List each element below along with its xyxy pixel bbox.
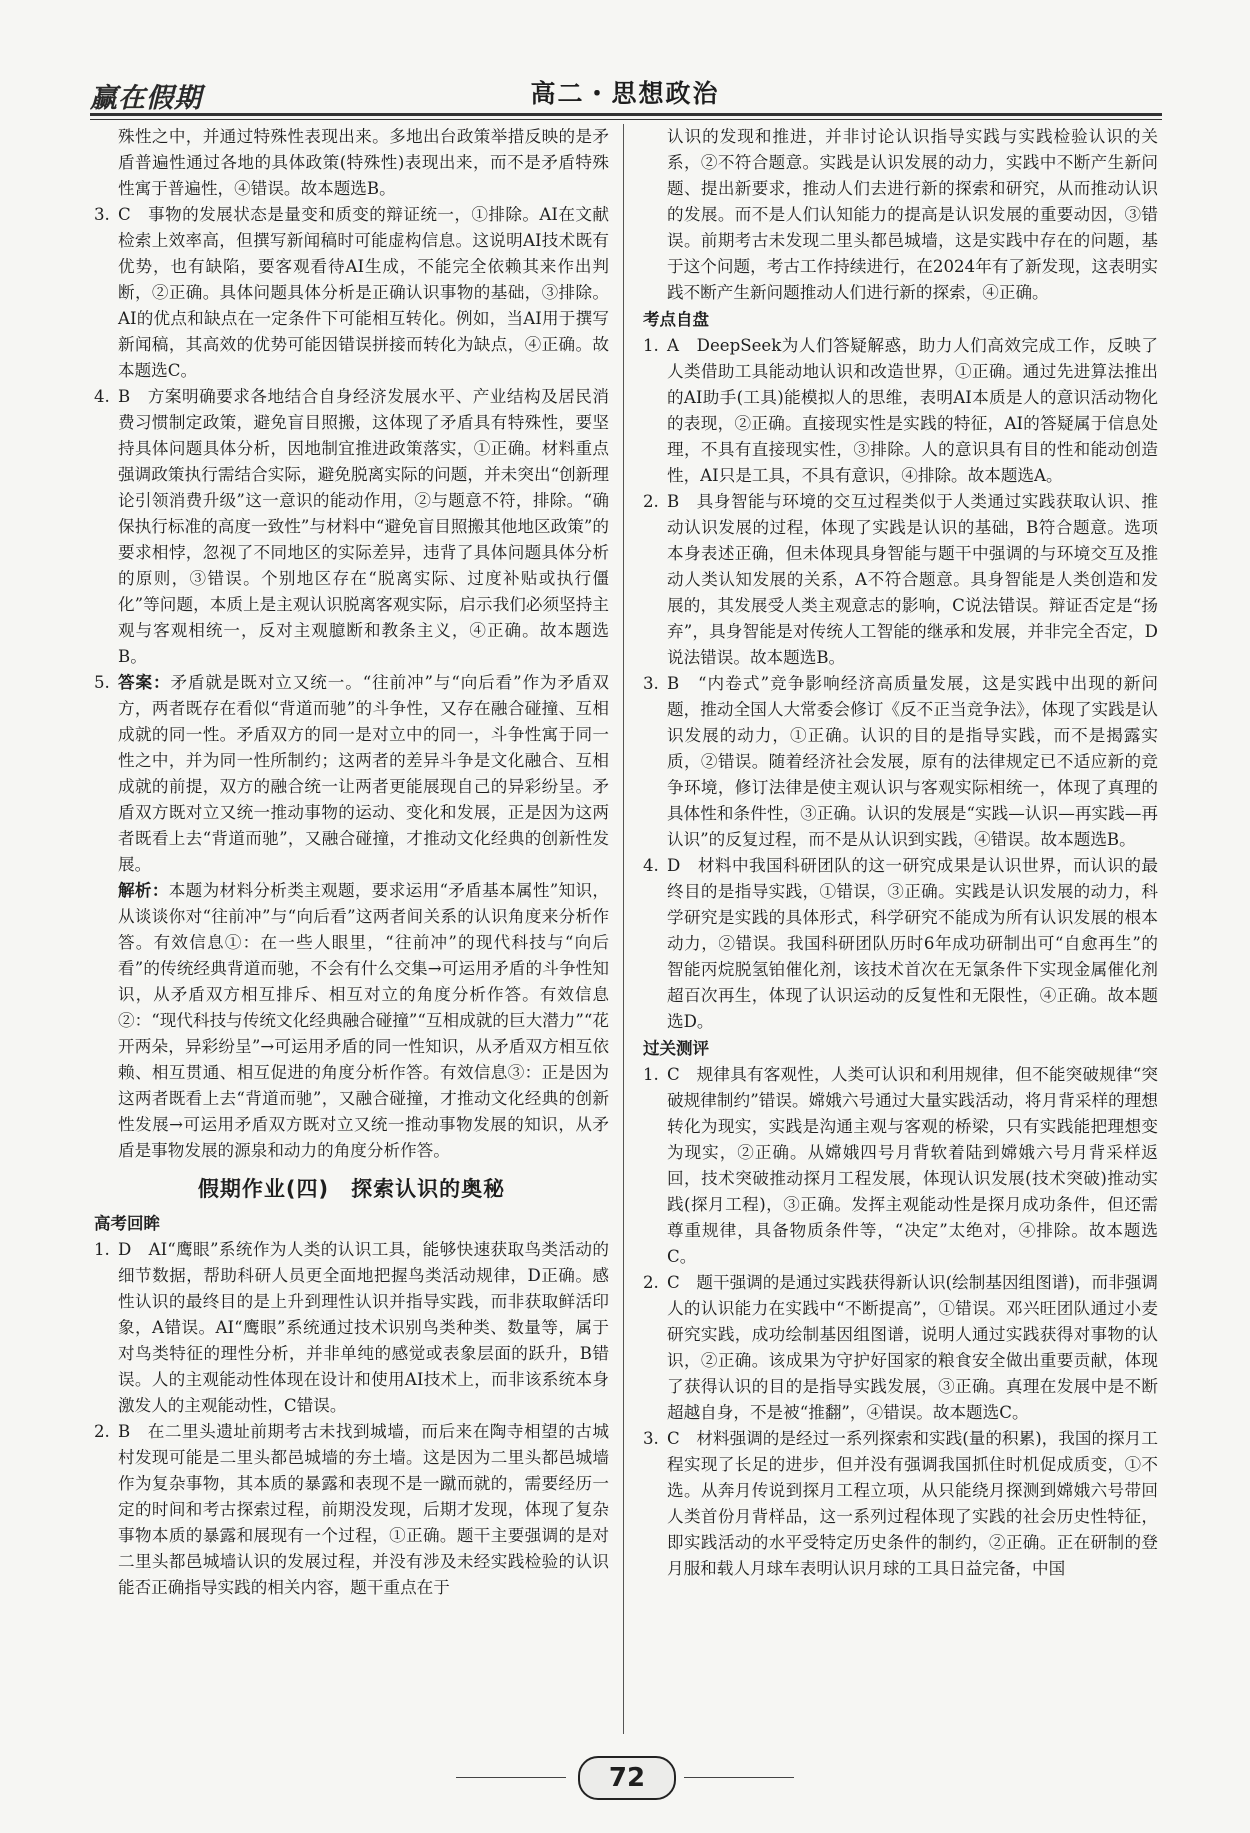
page-title: 高二・思想政治	[530, 79, 720, 108]
answer-item-d1: 1. C 规律具有客观性，人类可认识和利用规律，但不能突破规律“突破规律制约”错误。嫦娥六号通过大量实践活动，将月背采样的理想转化为现实，实践是沟通主观与客观的桥梁，只有实践能把理想变为现实，②正确。从嫦娥四号月背软着陆到嫦娥六号月背采样返回，技术突破推动探月工程发展，体现认识发展(技术突破)推动实践(探月工程)，③正确。发挥主观能动性是探月成功条件，但还需尊重规律，具备物质条件等，“决定”太绝对，④排除。故本题选C。	[643, 1065, 1158, 1266]
answer-item-c2: 2. B 具身智能与环境的交互过程类似于人类通过实践获取认识、推动认识发展的过程，体现了实践是认识的基础，B符合题意。选项本身表述正确，但未体现具身智能与题干中强调的与环境交互及推动人类认知发展的关系，A不符合题意。具身智能是人类创造和发展的，其发展受人类主观意志的影响，C说法错误。辩证否定是“扬弃”，具身智能是对传统人工智能的继承和发展，并非完全否定，D说法错误。故本题选B。	[643, 492, 1158, 667]
answer-label: 答案：	[118, 673, 171, 692]
brand-logo: 赢在假期	[90, 83, 202, 114]
page-number: 72	[578, 1756, 676, 1800]
answer-item-4: 4. B 方案明确要求各地结合自身经济发展水平、产业结构及居民消费习惯制定政策，避免盲目照搬，这体现了矛盾具有特殊性，要坚持具体问题具体分析，因地制宜推进政策落实，①正确。材料重点强调政策执行需结合实际，避免脱离实际的问题，并未突出“创新理论引领消费升级”这一意识的能动作用，②与题意不符，排除。“确保执行标准的高度一致性”与材料中“避免盲目照搬其他地区政策”的要求相悖，忽视了不同地区的实际差异，违背了具体问题具体分析的原则，③错误。个别地区存在“脱离实际、过度补贴或执行僵化”等问题，本质上是主观认识脱离客观实际，启示我们必须坚持主观与客观相统一，反对主观臆断和教条主义，④正确。故本题选B。	[94, 387, 609, 666]
answer-item-d2: 2. C 题干强调的是通过实践获得新认识(绘制基因组图谱)，而非强调人的认识能力在实践中“不断提高”，①错误。邓兴旺团队通过小麦研究实践，成功绘制基因组图谱，说明人通过实践获得对事物的认识，②正确。该成果为守护好国家的粮食安全做出重要贡献，体现了获得认识的目的是指导实践发展，③正确。真理在发展中是不断超越自身，不是被“推翻”，④错误。故本题选C。	[643, 1273, 1158, 1422]
section-heading-kaodian: 考点自盘	[643, 310, 709, 329]
right-column	[643, 124, 1158, 1582]
header-rule-thick	[90, 113, 1162, 116]
answer-text: B “内卷式”竞争影响经济高质量发展，这是实践中出现的新问题，推动全国人大常委会修订《反不正当竞争法》，体现了实践是认识发展的动力，①正确。认识的目的是指导实践，而不是揭露实质，②错误。随着经济社会发展，原有的法律规定已不适应新的竞争环境，修订法律是使主观认识与客观实际相统一，体现了真理的具体性和条件性，③正确。认识的发展是“实践—认识—再实践—再认识”的反复过程，而不是从认识到实践，④错误。故本题选B。	[667, 674, 1158, 849]
answer-text: C 事物的发展状态是量变和质变的辩证统一，①排除。AI在文献检索上效率高，但撰写新闻稿时可能虚构信息。这说明AI技术既有优势，也有缺陷，要客观看待AI生成，不能完全依赖其来作出判断，②正确。具体问题具体分析是正确认识事物的基础，③排除。AI的优点和缺点在一定条件下可能相互转化。例如，当AI用于撰写新闻稿，其高效的优势可能因错误拼接而转化为缺点，④正确。故本题选C。	[118, 205, 609, 380]
explanation-label: 解析：	[118, 881, 169, 900]
answer-text: C 题干强调的是通过实践获得新认识(绘制基因组图谱)，而非强调人的认识能力在实践中“不断提高”，①错误。邓兴旺团队通过小麦研究实践，成功绘制基因组图谱，说明人通过实践获得对事物的认识，②正确。该成果为守护好国家的粮食安全做出重要贡献，体现了获得认识的目的是指导实践发展，③正确。真理在发展中是不断超越自身，不是被“推翻”，④错误。故本题选C。	[667, 1273, 1158, 1422]
footer-line-left	[456, 1777, 566, 1778]
answer-item-c4: 4. D 材料中我国科研团队的这一研究成果是认识世界，而认识的最终目的是指导实践，①错误，③正确。实践是认识发展的动力，科学研究是实践的具体形式，科学研究不能成为所有认识发展的根本动力，②错误。我国科研团队历时6年成功研制出可“自愈再生”的智能丙烷脱氢铂催化剂，该技术首次在无氯条件下实现金属催化剂超百次再生，体现了认识运动的反复性和无限性，④正确。故本题选D。	[643, 856, 1158, 1031]
footer-line-right	[684, 1777, 794, 1778]
answer-text: C 材料强调的是经过一系列探索和实践(量的积累)，我国的探月工程实现了长足的进步，但并没有强调我国抓住时机促成质变，①不选。从奔月传说到探月工程立项，从只能绕月探测到嫦娥六号带回人类首份月背样品，这一系列过程体现了实践的社会历史性特征，即实践活动的水平受特定历史条件的制约，②正确。正在研制的登月服和载人月球车表明认识月球的工具日益完备，中国	[667, 1429, 1158, 1578]
section-heading-guoguan: 过关测评	[643, 1039, 709, 1058]
answer-text: B 在二里头遗址前期考古未找到城墙，而后来在陶寺相望的古城村发现可能是二里头都邑城墙的夯土墙。这是因为二里头都邑城墙作为复杂事物，其本质的暴露和表现不是一蹴而就的，需要经历一定的时间和考古探索过程，前期没发现，后期才发现，体现了复杂事物本质的暴露和展现有一个过程，①正确。题干主要强调的是对二里头都邑城墙认识的发展过程，并没有涉及未经实践检验的认识能否正确指导实践的相关内容，题干重点在于	[118, 1422, 609, 1597]
answer-text: A DeepSeek为人们答疑解惑，助力人们高效完成工作，反映了人类借助工具能动地认识和改造世界，①正确。通过先进算法推出的AI助手(工具)能模拟人的思维，表明AI本质是人的意识活动物化的表现，②正确。直接现实性是实践的特征，AI的答疑属于信息处理，不具有直接现实性，③排除。人的意识具有目的性和能动创造性，AI只是工具，不具有意识，④排除。故本题选A。	[667, 336, 1158, 485]
answer-text: B 方案明确要求各地结合自身经济发展水平、产业结构及居民消费习惯制定政策，避免盲目照搬，这体现了矛盾具有特殊性，要坚持具体问题具体分析，因地制宜推进政策落实，①正确。材料重点强调政策执行需结合实际，避免脱离实际的问题，并未突出“创新理论引领消费升级”这一意识的能动作用，②与题意不符，排除。“确保执行标准的高度一致性”与材料中“避免盲目照搬其他地区政策”的要求相悖，忽视了不同地区的实际差异，违背了具体问题具体分析的原则，③错误。个别地区存在“脱离实际、过度补贴或执行僵化”等问题，本质上是主观认识脱离客观实际，启示我们必须坚持主观与客观相统一，反对主观臆断和教条主义，④正确。故本题选B。	[118, 387, 609, 666]
answer-item-b2: 2. B 在二里头遗址前期考古未找到城墙，而后来在陶寺相望的古城村发现可能是二里头都邑城墙的夯土墙。这是因为二里头都邑城墙作为复杂事物，其本质的暴露和表现不是一蹴而就的，需要经历一定的时间和考古探索过程，前期没发现，后期才发现，体现了复杂事物本质的暴露和展现有一个过程，①正确。题干主要强调的是对二里头都邑城墙认识的发展过程，并没有涉及未经实践检验的认识能否正确指导实践的相关内容，题干重点在于	[94, 1422, 609, 1597]
chapter-heading: 假期作业(四) 探索认识的奥秘	[197, 1177, 506, 1201]
page-footer	[0, 1752, 1250, 1802]
column-divider	[623, 124, 624, 1734]
left-column	[94, 124, 609, 1601]
answer-continued: 殊性之中，并通过特殊性表现出来。多地出台政策举措反映的是矛盾普遍性通过各地的具体政策(特殊性)表现出来，而不是矛盾特殊性寓于普遍性，④错误。故本题选B。	[118, 127, 609, 198]
answer-continued: 认识的发现和推进，并非讨论认识指导实践与实践检验认识的关系，②不符合题意。实践是认识发展的动力，实践中不断产生新问题、提出新要求，推动人们去进行新的探索和研究，从而推动认识的发展。而不是人们认知能力的提高是认识发展的重要动因，③错误。前期考古未发现二里头都邑城墙，这是实践中存在的问题，基于这个问题，考古工作持续进行，在2024年有了新发现，这表明实践不断产生新问题推动人们进行新的探索，④正确。	[667, 127, 1158, 302]
answer-item-c3: 3. B “内卷式”竞争影响经济高质量发展，这是实践中出现的新问题，推动全国人大常委会修订《反不正当竞争法》，体现了实践是认识发展的动力，①正确。认识的目的是指导实践，而不是揭露实质，②错误。随着经济社会发展，原有的法律规定已不适应新的竞争环境，修订法律是使主观认识与客观实际相统一，体现了真理的具体性和条件性，③正确。认识的发展是“实践—认识—再实践—再认识”的反复过程，而不是从认识到实践，④错误。故本题选B。	[643, 674, 1158, 849]
section-heading-gaokao: 高考回眸	[94, 1214, 160, 1233]
explanation-text: 本题为材料分析类主观题，要求运用“矛盾基本属性”知识，从谈谈你对“往前冲”与“向后看”这两者间关系的认识角度来分析作答。有效信息①：在一些人眼里，“往前冲”的现代科技与“向后看”的传统经典背道而驰，不会有什么交集→可运用矛盾的斗争性知识，从矛盾双方相互排斥、相互对立的角度分析作答。有效信息②：“现代科技与传统文化经典融合碰撞”“互相成就的巨大潜力”“花开两朵，异彩纷呈”→可运用矛盾的同一性知识，从矛盾双方相互依赖、相互贯通、相互促进的角度分析作答。有效信息③：正是因为这两者既看上去“背道而驰”，又融合碰撞，才推动文化经典的创新性发展→可运用矛盾双方既对立又统一推动事物发展的知识，从矛盾是事物发展的源泉和动力的角度分析作答。	[118, 881, 610, 1160]
explanation	[94, 878, 609, 1164]
answer-text: C 规律具有客观性，人类可认识和利用规律，但不能突破规律“突破规律制约”错误。嫦娥六号通过大量实践活动，将月背采样的理想转化为现实，实践是沟通主观与客观的桥梁，只有实践能把理想变为现实，②正确。从嫦娥四号月背软着陆到嫦娥六号月背采样返回，技术突破推动探月工程发展，体现认识发展(技术突破)推动实践(探月工程)，③正确。发挥主观能动性是探月成功条件，但还需尊重规律，具备物质条件等，“决定”太绝对，④排除。故本题选C。	[667, 1065, 1158, 1266]
answer-text: D AI“鹰眼”系统作为人类的认识工具，能够快速获取鸟类活动的细节数据，帮助科研人员更全面地把握鸟类活动规律，D正确。感性认识的最终目的是上升到理性认识并指导实践，而非获取鲜活印象，A错误。AI“鹰眼”系统通过技术识别鸟类种类、数量等，属于对鸟类特征的理性分析，并非单纯的感觉或表象层面的跃升，B错误。人的主观能动性体现在设计和使用AI技术上，而非该系统本身激发人的主观能动性，C错误。	[118, 1240, 609, 1415]
answer-item-5: 5. 答案：矛盾就是既对立又统一。“往前冲”与“向后看”作为矛盾双方，两者既存在看似“背道而驰”的斗争性，又存在融合碰撞、互相成就的同一性。矛盾双方的同一是对立中的同一，斗争性寓于同一性之中，并为同一性所制约；这两者的差异斗争是文化融合、互相成就的前提，双方的融合统一让两者更能展现自己的异彩纷呈。矛盾双方既对立又统一推动事物的运动、变化和发展，正是因为这两者既看上去“背道而驰”，又融合碰撞，才推动文化经典的创新性发展。	[94, 673, 609, 874]
answer-text: 矛盾就是既对立又统一。“往前冲”与“向后看”作为矛盾双方，两者既存在看似“背道而驰”的斗争性，又存在融合碰撞、互相成就的同一性。矛盾双方的同一是对立中的同一，斗争性寓于同一性之中，并为同一性所制约；这两者的差异斗争是文化融合、互相成就的前提，双方的融合统一让两者更能展现自己的异彩纷呈。矛盾双方既对立又统一推动事物的运动、变化和发展，正是因为这两者既看上去“背道而驰”，又融合碰撞，才推动文化经典的创新性发展。	[118, 673, 609, 874]
answer-item-3: 3. C 事物的发展状态是量变和质变的辩证统一，①排除。AI在文献检索上效率高，但撰写新闻稿时可能虚构信息。这说明AI技术既有优势，也有缺陷，要客观看待AI生成，不能完全依赖其来作出判断，②正确。具体问题具体分析是正确认识事物的基础，③排除。AI的优点和缺点在一定条件下可能相互转化。例如，当AI用于撰写新闻稿，其高效的优势可能因错误拼接而转化为缺点，④正确。故本题选C。	[94, 205, 609, 380]
answer-text: D 材料中我国科研团队的这一研究成果是认识世界，而认识的最终目的是指导实践，①错误，③正确。实践是认识发展的动力，科学研究是实践的具体形式，科学研究不能成为所有认识发展的根本动力，②错误。我国科研团队历时6年成功研制出可“自愈再生”的智能丙烷脱氢铂催化剂，该技术首次在无氯条件下实现金属催化剂超百次再生，体现了认识运动的反复性和无限性，④正确。故本题选D。	[667, 856, 1158, 1031]
answer-item-b1: 1. D AI“鹰眼”系统作为人类的认识工具，能够快速获取鸟类活动的细节数据，帮助科研人员更全面地把握鸟类活动规律，D正确。感性认识的最终目的是上升到理性认识并指导实践，而非获取鲜活印象，A错误。AI“鹰眼”系统通过技术识别鸟类种类、数量等，属于对鸟类特征的理性分析，并非单纯的感觉或表象层面的跃升，B错误。人的主观能动性体现在设计和使用AI技术上，而非该系统本身激发人的主观能动性，C错误。	[94, 1240, 609, 1415]
answer-item-d3: 3. C 材料强调的是经过一系列探索和实践(量的积累)，我国的探月工程实现了长足的进步，但并没有强调我国抓住时机促成质变，①不选。从奔月传说到探月工程立项，从只能绕月探测到嫦娥六号带回人类首份月背样品，这一系列过程体现了实践的社会历史性特征，即实践活动的水平受特定历史条件的制约，②正确。正在研制的登月服和载人月球车表明认识月球的工具日益完备，中国	[643, 1429, 1158, 1578]
answer-item-c1: 1. A DeepSeek为人们答疑解惑，助力人们高效完成工作，反映了人类借助工具能动地认识和改造世界，①正确。通过先进算法推出的AI助手(工具)能模拟人的思维，表明AI本质是人的意识活动物化的表现，②正确。直接现实性是实践的特征，AI的答疑属于信息处理，不具有直接现实性，③排除。人的意识具有目的性和能动创造性，AI只是工具，不具有意识，④排除。故本题选A。	[643, 336, 1158, 485]
answer-text: B 具身智能与环境的交互过程类似于人类通过实践获取认识、推动认识发展的过程，体现了实践是认识的基础，B符合题意。选项本身表述正确，但未体现具身智能与题干中强调的与环境交互及推动人类认知发展的关系，A不符合题意。具身智能是人类创造和发展的，其发展受人类主观意志的影响，C说法错误。辩证否定是“扬弃”，具身智能是对传统人工智能的继承和发展，并非完全否定，D说法错误。故本题选B。	[667, 492, 1158, 667]
header-rule-thin	[90, 119, 1162, 120]
